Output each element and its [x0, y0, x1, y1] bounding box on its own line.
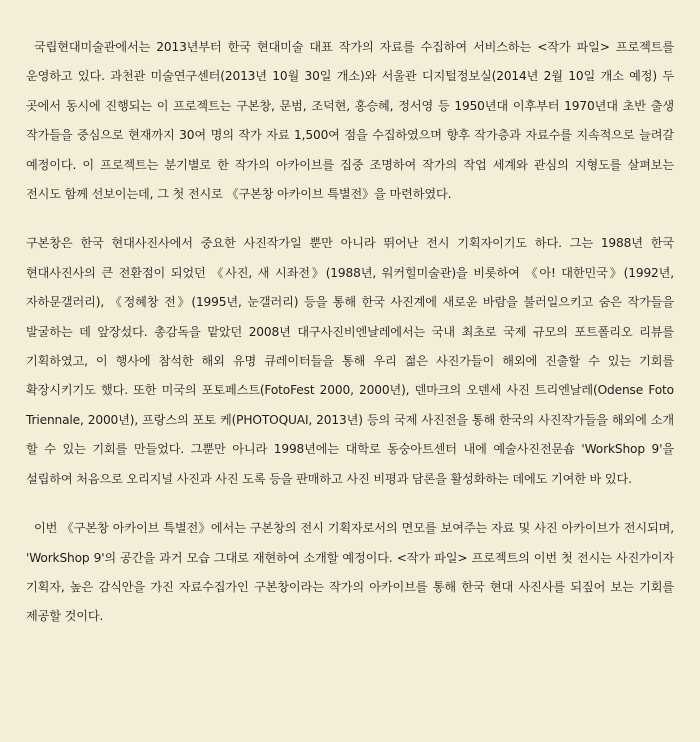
document-body — [26, 33, 674, 632]
paragraph-intro-artist-file: 국립현대미술관에서는 2013년부터 한국 현대미술 대표 작가의 자료를 수집하여 서비스하는 <작가 파일> 프로젝트를 운영하고 있다. 과천관 미술연구센터(2013년 10월 30일 개소)와 서울관 디지털정보실(2014년 2월 10일 개소 예정) 두 곳에서 동시에 진행되는 이 프로젝트는 구본창, 문범, 조덕현, 홍승혜, 정서영 등 1950년대 이후부터 1970년대 초반 출생 작가들을 중심으로 현재까지 30여 명의 작가 자료 1,500여 점을 수집하였으며 향후 작가층과 자료수를 지속적으로 늘려갈 예정이다. 이 프로젝트는 분기별로 한 작가의 아카이브를 집중 조명하여 작가의 작업 세계와 관심의 지형도를 살펴보는 전시도 함께 선보이는데, 그 첫 전시로 《구본창 아카이브 특별전》을 마련하였다. — [26, 40, 674, 202]
paragraph-exhibition-summary: 이번 《구본창 아카이브 특별전》에서는 구본창의 전시 기획자로서의 면모를 보여주는 자료 및 사진 아카이브가 전시되며, 'WorkShop 9'의 공간을 과거 모습 그대로 재현하여 소개할 예정이다. <작가 파일> 프로젝트의 이번 첫 전시는 사진가이자 기획자, 높은 감식안을 가진 자료수집가인 구본창이라는 작가의 아카이브를 통해 한국 현대 사진사를 되짚어 보는 기회를 제공할 것이다. — [26, 521, 674, 624]
paragraph-koo-bohnchang-curator: 구본창은 한국 현대사진사에서 중요한 사진작가일 뿐만 아니라 뛰어난 전시 기획자이기도 하다. 그는 1988년 한국 현대사진사의 큰 전환점이 되었던 《사진, 새 시좌전》(1988년, 워커힐미술관)을 비롯하여 《아! 대한민국》(1992년, 자하문갤러리), 《정혜창 전》(1995년, 눈갤러리) 등을 통해 한국 사진계에 새로운 바람을 불러일으키고 숨은 작가들을 발굴하는 데 앞장섰다. 총감독을 맡았던 2008년 대구사진비엔날레에서는 국내 최초로 국제 규모의 포트폴리오 리뷰를 기획하였고, 이 행사에 참석한 해외 유명 큐레이터들을 통해 우리 젊은 사진가들이 해외에 진출할 수 있는 기회를 확장시키기도 했다. 또한 미국의 포토페스트(FotoFest 2000, 2000년), 덴마크의 오덴세 사진 트리엔날레(Odense Foto Triennale, 2000년), 프랑스의 포토 케(PHOTOQUAI, 2013년) 등의 국제 사진전을 통해 한국의 사진작가들을 해외에 소개 할 수 있는 기회를 만들었다. 그뿐만 아니라 1998년에는 대학로 동숭아트센터 내에 예술사진전문숍 'WorkShop 9'을 설립하여 처음으로 오리지널 사진과 사진 도록 등을 판매하고 사진 비평과 담론을 활성화하는 데에도 기여한 바 있다. — [26, 236, 674, 486]
